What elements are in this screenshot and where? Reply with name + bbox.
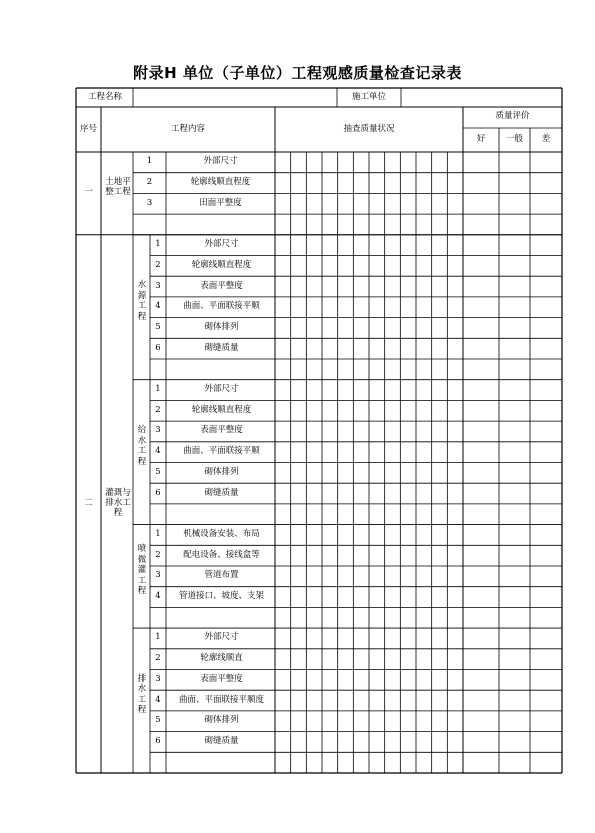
item-label: 表面平整度 [200, 673, 243, 684]
item-label: 表面平整度 [200, 425, 243, 436]
item-label: 砌体排列 [204, 715, 239, 726]
item-number: 6 [155, 342, 161, 353]
item-label: 配电设备、接线盒等 [183, 549, 260, 560]
item-number: 6 [155, 487, 161, 498]
item-number: 2 [155, 404, 161, 415]
item-number: 5 [155, 715, 161, 726]
item-number: 3 [155, 280, 161, 291]
item-number: 3 [146, 197, 153, 208]
item-label: 机械设备安装、布局 [183, 528, 260, 539]
item-label: 外部尺寸 [203, 156, 238, 167]
item-label: 田面平整度 [199, 197, 242, 208]
item-number: 3 [155, 425, 161, 436]
item-label: 轮廓线顺直 [200, 653, 243, 664]
inspection-header: 抽查质量状况 [343, 123, 395, 134]
item-label: 外部尺寸 [204, 632, 239, 643]
item-number: 1 [155, 384, 161, 395]
seq-header: 序号 [79, 123, 97, 134]
subsection-name: 水源工程 [137, 280, 147, 322]
item-label: 曲面、平面联接平顺度 [178, 694, 264, 705]
item-number: 2 [155, 653, 161, 664]
section-seq: 一 [84, 187, 93, 198]
item-number: 2 [146, 177, 153, 188]
item-label: 砌缝质量 [204, 487, 239, 498]
item-number: 3 [155, 570, 161, 581]
item-label: 管道布置 [204, 570, 239, 581]
item-number: 1 [146, 156, 153, 167]
page-title: 附录H 单位（子单位）工程观感质量检查记录表 [133, 64, 462, 82]
item-label: 表面平整度 [200, 280, 243, 291]
item-number: 1 [155, 632, 161, 643]
section-name: 土地平整工程 [105, 177, 131, 198]
item-label: 曲面、平面联接平顺 [183, 301, 260, 312]
section-name: 灌溉与排水工程 [105, 487, 131, 518]
construction-unit-label: 施工单位 [351, 91, 386, 102]
item-number: 1 [155, 239, 161, 250]
item-label: 砌缝质量 [204, 735, 239, 746]
subsection-name: 给水工程 [137, 425, 147, 467]
item-label: 轮廓线顺直程度 [191, 259, 252, 270]
item-number: 5 [155, 466, 161, 477]
evaluation-header: 质量评价 [495, 111, 530, 121]
item-label: 砌缝质量 [204, 342, 239, 353]
item-number: 6 [155, 735, 161, 746]
content-header: 工程内容 [170, 123, 205, 134]
subsection-name: 喷微灌工程 [137, 544, 147, 597]
item-number: 4 [155, 446, 161, 457]
item-number: 2 [155, 259, 161, 270]
section-seq: 二 [84, 497, 93, 508]
item-label: 砌体排列 [204, 321, 239, 332]
item-label: 轮廓线顺直程度 [190, 177, 251, 188]
subsection-name: 排水工程 [137, 673, 147, 716]
project-name-label: 工程名称 [87, 91, 122, 102]
item-label: 外部尺寸 [204, 384, 239, 395]
item-label: 外部尺寸 [204, 239, 239, 250]
item-number: 2 [155, 549, 161, 560]
item-number: 4 [155, 694, 161, 705]
average-header: 一般 [505, 134, 523, 144]
poor-header: 差 [541, 134, 551, 144]
item-label: 曲面、平面联接平顺 [183, 446, 260, 457]
item-label: 砌体排列 [204, 466, 239, 477]
item-label: 轮廓线顺直程度 [191, 404, 252, 415]
item-number: 4 [155, 591, 161, 602]
item-number: 3 [155, 673, 161, 684]
good-header: 好 [476, 134, 486, 144]
item-number: 5 [155, 321, 161, 332]
item-label: 管道接口、坡度、支架 [178, 591, 264, 602]
item-number: 1 [155, 528, 161, 539]
item-number: 4 [155, 301, 161, 312]
